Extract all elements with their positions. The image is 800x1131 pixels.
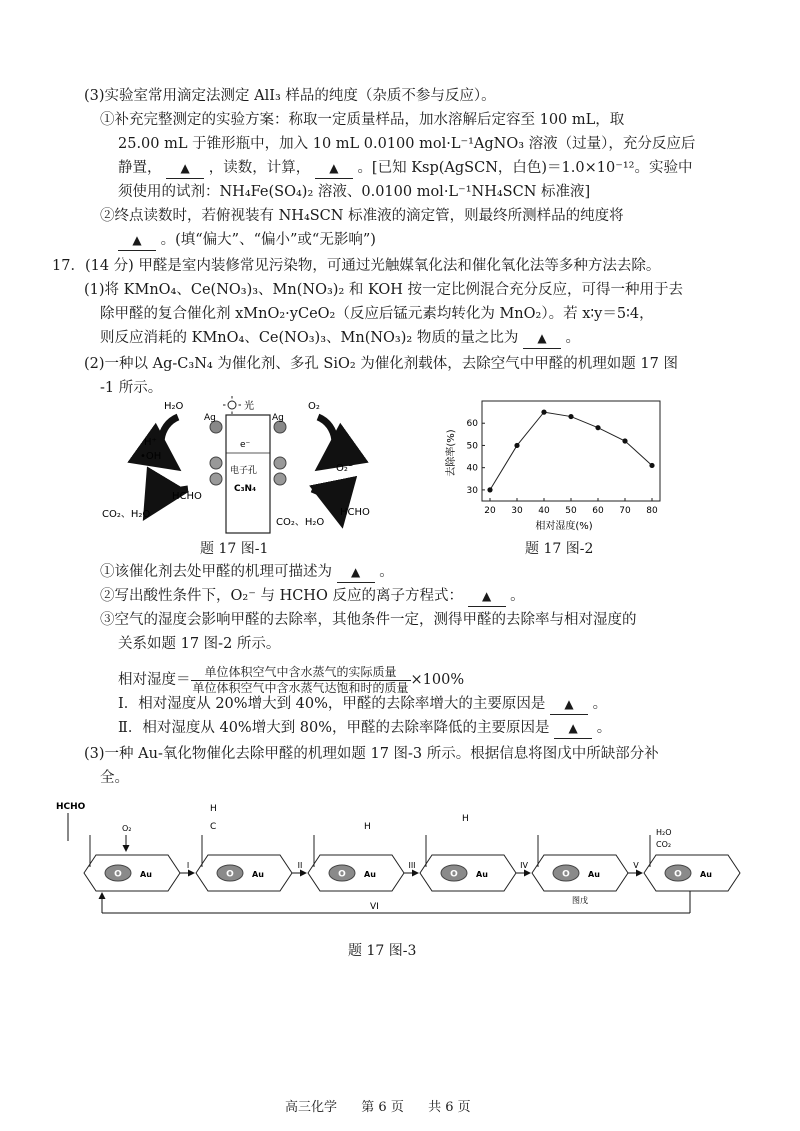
- chart-x-tick-label: 80: [646, 506, 658, 516]
- sun-icon: [223, 396, 241, 414]
- chart-data-point: [514, 443, 519, 448]
- chart-y-tick-label: 40: [466, 463, 478, 474]
- answer-blank[interactable]: ▲: [523, 328, 561, 349]
- oxide-label: O: [562, 869, 570, 880]
- oxide-label: O: [114, 869, 122, 880]
- co2-h2o-left-label: CO₂、H₂O: [102, 509, 151, 520]
- step-label: IV: [520, 861, 528, 870]
- q17-part1-line-c: 则反应消耗的 KMnO₄、Ce(NO₃)₃、Mn(NO₃)₂ 物质的量之比为 ▲ 。: [100, 328, 580, 349]
- figure-17-2-chart: [440, 395, 670, 535]
- step-label: I: [186, 861, 190, 870]
- hole-label: 电子孔: [230, 466, 258, 476]
- fig3-co2-product: CO₂: [656, 840, 672, 849]
- chart-y-axis-label: 去除率(%): [446, 429, 457, 477]
- q16-part3-1-line-a: ①补充完整测定的实验方案：称取一定质量样品，加水溶解后定容至 100 mL，取: [100, 112, 625, 128]
- electron-label: e⁻: [240, 440, 251, 450]
- q16-part3-2-line-b: ▲ 。(填“偏大”、“偏小”或“无影响”): [118, 230, 376, 251]
- oxide-label: O: [450, 869, 458, 880]
- gold-label: Au: [140, 870, 152, 879]
- oh-radical-label: •OH: [140, 451, 162, 462]
- step-label: II: [297, 861, 303, 870]
- q17-part2-line-b: -1 所示。: [100, 380, 163, 396]
- q16-part3-2-line-a: ②终点读数时，若俯视装有 NH₄SCN 标准液的滴定管，则最终所测样品的纯度将: [100, 208, 624, 224]
- q16-part3-1-line-d: 须使用的试剂：NH₄Fe(SO₄)₂ 溶液、0.0100 mol·L⁻¹NH₄SCN 标准液]: [118, 184, 591, 200]
- step-label: III: [408, 861, 416, 870]
- chart-x-tick-label: 20: [484, 506, 496, 516]
- step-label-vi: VI: [370, 902, 379, 912]
- c3n4-label: C₃N₄: [234, 484, 257, 494]
- hcho-left-label: HCHO: [172, 491, 202, 502]
- chart-x-tick-label: 40: [538, 506, 550, 516]
- chart-y-tick-label: 60: [466, 419, 478, 430]
- q17-sub3-ii: Ⅱ．相对湿度从 40%增大到 80%，甲醛的去除率降低的主要原因是 ▲ 。: [118, 718, 611, 739]
- light-label: 光: [244, 401, 254, 412]
- ag-label-left: Ag: [204, 413, 216, 423]
- humidity-formula: 相对湿度＝ $\frac{\text{单位体积空气中含水蒸气的实际质量}}{\text{单位体积空气中含水蒸气达饱和时的质量}}$ ×100%: [118, 664, 465, 695]
- chart-x-tick-label: 60: [592, 506, 604, 516]
- q16-part3-1-line-b: 25.00 mL 于锥形瓶中，加入 10 mL 0.0100 mol·L⁻¹AgNO₃ 溶液（过量），充分反应后: [118, 136, 696, 152]
- fig3-h-label-2: H: [364, 822, 371, 832]
- curve-arrow-o2: [318, 417, 335, 463]
- answer-blank[interactable]: ▲: [315, 158, 353, 179]
- q17-part3-line-a: (3)一种 Au-氧化物催化去除甲醛的机理如题 17 图-3 所示。根据信息将图戊中所缺部分补: [84, 746, 659, 762]
- catalyst-stage-2: [196, 855, 292, 891]
- hcho-reactant-label: HCHO: [56, 802, 86, 812]
- chart-x-tick-label: 70: [619, 506, 631, 516]
- curve-arrow-co2-right: [312, 489, 340, 515]
- gold-label: Au: [364, 870, 376, 879]
- figure-wu-label: 图戊: [572, 896, 588, 905]
- curve-arrow-h2o: [161, 417, 178, 463]
- gold-label: Au: [588, 870, 600, 879]
- catalyst-stage-4: [420, 855, 516, 891]
- oxide-label: O: [674, 869, 682, 880]
- h2o-label: H₂O: [164, 401, 184, 412]
- oxide-label: O: [338, 869, 346, 880]
- chart-data-point: [622, 438, 627, 443]
- fig3-h-label: H: [210, 804, 217, 814]
- q17-sub3-i: Ⅰ．相对湿度从 20%增大到 40%，甲醛的去除率增大的主要原因是 ▲ 。: [118, 694, 607, 715]
- footer-page: 第 6 页: [361, 1100, 404, 1115]
- chart-y-tick-label: 30: [466, 485, 478, 496]
- co2-h2o-right-label: CO₂、H₂O: [276, 517, 325, 528]
- q16-part3-intro: (3)实验室常用滴定法测定 AlI₃ 样品的纯度（杂质不参与反应）。: [84, 88, 496, 104]
- formula-fraction: $\frac{\text{单位体积空气中含水蒸气的实际质量}}{\text{单位体积空气中含水蒸气达饱和时的质量}}$: [192, 664, 409, 695]
- particle-right-upper: [274, 457, 286, 469]
- chart-data-point: [649, 463, 654, 468]
- chart-data-point: [568, 414, 573, 419]
- page-footer: [285, 1098, 471, 1118]
- q17-sub1: ①该催化剂去处甲醛的机理可描述为 ▲ 。: [100, 562, 394, 583]
- hcho-right-label: HCHO: [340, 507, 370, 518]
- q17-sub3-line-a: ③空气的湿度会影响甲醛的去除率，其他条件一定，测得甲醛的去除率与相对湿度的: [100, 612, 637, 628]
- chart-data-point: [595, 425, 600, 430]
- q17-sub2: ②写出酸性条件下，O₂⁻ 与 HCHO 反应的离子方程式： ▲ 。: [100, 586, 525, 607]
- figure-17-3: [50, 795, 750, 925]
- figure-17-1-caption: 题 17 图-1: [200, 541, 269, 557]
- gold-label: Au: [476, 870, 488, 879]
- answer-blank[interactable]: ▲: [550, 694, 588, 715]
- answer-blank[interactable]: ▲: [468, 586, 506, 607]
- chart-x-tick-label: 50: [565, 506, 577, 516]
- chart-data-point: [487, 487, 492, 492]
- q17-part2-line-a: (2)一种以 Ag-C₃N₄ 为催化剂、多孔 SiO₂ 为催化剂载体，去除空气中甲醛的机理如题 17 图: [84, 356, 678, 372]
- o2-reactant-label: O₂: [122, 824, 132, 833]
- chart-y-tick-label: 50: [466, 441, 478, 452]
- fig3-c-label: C: [210, 822, 217, 832]
- h-plus-label: H⁺: [144, 437, 157, 448]
- catalyst-stage-5: [532, 855, 628, 891]
- step-label: V: [633, 861, 639, 870]
- catalyst-stage-6: [644, 855, 740, 891]
- figure-17-3-caption: 题 17 图-3: [348, 943, 417, 959]
- superoxide-label: O₂⁻: [336, 463, 354, 474]
- chart-data-point: [541, 410, 546, 415]
- figure-17-2-caption: 题 17 图-2: [525, 541, 594, 557]
- q17-heading: 17．(14 分) 甲醛是室内装修常见污染物，可通过光触媒氧化法和催化氧化法等多种方法去除。: [52, 258, 661, 274]
- answer-blank[interactable]: ▲: [118, 230, 156, 251]
- catalyst-stage-1: [84, 855, 180, 891]
- o2-label: O₂: [308, 401, 320, 412]
- chart-x-axis-label: 相对湿度(%): [535, 521, 593, 532]
- q17-part1-line-b: 除甲醛的复合催化剂 xMnO₂·yCeO₂（反应后锰元素均转化为 MnO₂）。若 x∶y＝5∶4，: [100, 306, 654, 322]
- catalyst-stage-3: [308, 855, 404, 891]
- particle-left-lower: [210, 473, 222, 485]
- fig3-h2o-product: H₂O: [656, 828, 672, 837]
- q17-sub3-line-b: 关系如题 17 图-2 所示。: [118, 636, 281, 652]
- gold-label: Au: [252, 870, 264, 879]
- chart-series-line: [490, 412, 652, 490]
- answer-blank[interactable]: ▲: [554, 718, 592, 739]
- answer-blank[interactable]: ▲: [166, 158, 204, 179]
- footer-total: 共 6 页: [428, 1100, 471, 1115]
- q16-part3-1-line-c: 静置， ▲ ，读数，计算， ▲ 。[已知 Ksp(AgSCN，白色)＝1.0×10⁻¹²。实验中: [118, 158, 692, 179]
- chart-x-tick-label: 30: [511, 506, 523, 516]
- oxide-label: O: [226, 869, 234, 880]
- figure-17-1: [100, 395, 390, 537]
- ag-label-right: Ag: [272, 413, 284, 423]
- gold-label: Au: [700, 870, 712, 879]
- particle-left-upper: [210, 457, 222, 469]
- fig3-h-label-3: H: [462, 814, 469, 824]
- answer-blank[interactable]: ▲: [337, 562, 375, 583]
- q17-part1-line-a: (1)将 KMnO₄、Ce(NO₃)₃、Mn(NO₃)₂ 和 KOH 按一定比例混合充分反应，可得一种用于去: [84, 282, 684, 298]
- q17-part3-line-b: 全。: [100, 770, 129, 786]
- footer-subject: 高三化学: [285, 1100, 338, 1115]
- particle-right-lower: [274, 473, 286, 485]
